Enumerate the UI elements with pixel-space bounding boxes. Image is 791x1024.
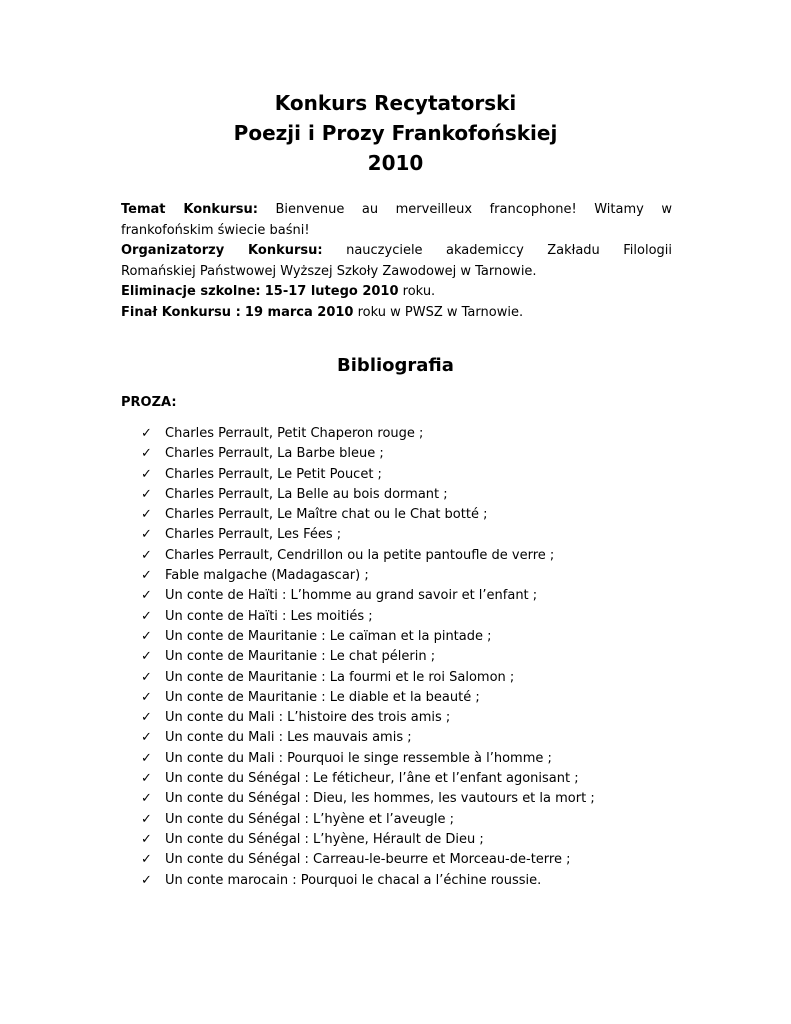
theme-line-1 (121, 200, 672, 221)
checkmark-icon: ✓ (141, 771, 152, 787)
list-item-text: Un conte du Sénégal : L’hyène et l’aveugle ; (165, 811, 454, 827)
organizers-line-2 (121, 262, 672, 283)
checkmark-icon: ✓ (141, 791, 152, 807)
title-line-3: 2010 (367, 151, 424, 175)
organizers-label: Organizatorzy Konkursu: (121, 243, 323, 258)
list-item-text: Un conte du Mali : Pourquoi le singe ressemble à l’homme ; (165, 750, 552, 766)
list-item (141, 647, 701, 667)
theme-line-2 (121, 221, 672, 242)
checkmark-icon: ✓ (141, 811, 152, 827)
final-label: Finał Konkursu : (121, 304, 241, 320)
list-item (141, 668, 701, 688)
list-item-text: Charles Perrault, Les Fées ; (165, 527, 342, 543)
list-item (141, 749, 701, 769)
list-item (141, 728, 701, 748)
checkmark-icon: ✓ (141, 710, 152, 726)
list-item-text: Un conte du Sénégal : L’hyène, Hérault de Dieu ; (165, 831, 484, 847)
prose-section-label: PROZA: (121, 395, 177, 410)
list-item (141, 546, 701, 566)
checkmark-icon: ✓ (141, 649, 152, 665)
list-item (141, 789, 701, 809)
list-item (141, 444, 701, 464)
list-item-text: Charles Perrault, Le Petit Poucet ; (165, 466, 382, 482)
list-item-text: Fable malgache (Madagascar) ; (165, 568, 369, 584)
list-item (141, 810, 701, 830)
checkmark-icon: ✓ (141, 507, 152, 523)
list-item (141, 525, 701, 545)
list-item-text: Un conte du Sénégal : Le féticheur, l’âne et l’enfant agonisant ; (165, 771, 579, 787)
list-item (141, 850, 701, 870)
list-item-text: Charles Perrault, Petit Chaperon rouge ; (165, 426, 424, 441)
list-item-text: Un conte de Haïti : Les moitiés ; (165, 608, 373, 624)
checkmark-icon: ✓ (141, 831, 152, 847)
theme-text-1: Bienvenue au merveilleux francophone! Witamy w (275, 202, 672, 217)
list-item-text: Charles Perrault, Le Maître chat ou le Chat botté ; (165, 507, 488, 523)
list-item (141, 769, 701, 789)
list-item (141, 830, 701, 850)
theme-label: Temat Konkursu: (121, 202, 258, 217)
title-line-2: Poezji i Prozy Frankofońskiej (233, 121, 558, 145)
list-item (141, 566, 701, 586)
checkmark-icon: ✓ (141, 588, 152, 604)
checkmark-icon: ✓ (141, 852, 152, 868)
list-item (141, 871, 701, 891)
list-item-text: Un conte marocain : Pourquoi le chacal a l’échine roussie. (165, 872, 542, 888)
organizers-text-1: nauczyciele akademiccy Zakładu Filologii (346, 243, 673, 258)
checkmark-icon: ✓ (141, 446, 152, 462)
list-item (141, 607, 701, 627)
bibliography-heading: Bibliografia (337, 355, 454, 376)
school-suffix: roku. (402, 284, 436, 299)
list-item (141, 708, 701, 728)
list-item-text: Un conte de Mauritanie : Le chat pélerin ; (165, 649, 436, 665)
checkmark-icon: ✓ (141, 689, 152, 705)
checkmark-icon: ✓ (141, 568, 152, 584)
checkmark-icon: ✓ (141, 872, 152, 888)
list-item-text: Un conte du Mali : L’histoire des trois amis ; (165, 710, 451, 726)
checkmark-icon: ✓ (141, 466, 152, 482)
list-item (141, 688, 701, 708)
list-item-text: Un conte de Mauritanie : Le diable et la beauté ; (165, 689, 480, 705)
title-line-1: Konkurs Recytatorski (274, 91, 517, 115)
list-item-text: Un conte du Mali : Les mauvais amis ; (165, 730, 412, 746)
list-item-text: Un conte du Sénégal : Dieu, les hommes, les vautours et la mort ; (165, 791, 595, 807)
list-item (141, 465, 701, 485)
list-item-text: Charles Perrault, Cendrillon ou la petite pantoufle de verre ; (165, 547, 555, 563)
list-item (141, 627, 701, 647)
checkmark-icon: ✓ (141, 750, 152, 766)
list-item-text: Un conte du Sénégal : Carreau-le-beurre et Morceau-de-terre ; (165, 852, 571, 868)
checkmark-icon: ✓ (141, 628, 152, 644)
list-item (141, 424, 701, 444)
school-dates: 15-17 lutego 2010 (264, 284, 399, 299)
list-item (141, 586, 701, 606)
organizers-text-2: Romańskiej Państwowej Wyższej Szkoły Zawodowej w Tarnowie. (121, 263, 537, 279)
checkmark-icon: ✓ (141, 527, 152, 543)
checkmark-icon: ✓ (141, 608, 152, 624)
final-suffix: roku w PWSZ w Tarnowie. (357, 304, 524, 320)
checkmark-icon: ✓ (141, 426, 152, 441)
theme-text-2: frankofońskim świecie baśni! (121, 222, 310, 238)
organizers-line-1 (121, 241, 672, 262)
list-item-text: Un conte de Mauritanie : La fourmi et le roi Salomon ; (165, 669, 515, 685)
list-item (141, 485, 701, 505)
school-label: Eliminacje szkolne: (121, 284, 261, 299)
checkmark-icon: ✓ (141, 547, 152, 563)
checkmark-icon: ✓ (141, 486, 152, 502)
list-item-text: Charles Perrault, La Barbe bleue ; (165, 446, 384, 462)
checkmark-icon: ✓ (141, 730, 152, 746)
final-date: 19 marca 2010 (244, 304, 354, 320)
list-item-text: Charles Perrault, La Belle au bois dormant ; (165, 486, 448, 502)
list-item-text: Un conte de Haïti : L’homme au grand savoir et l’enfant ; (165, 588, 538, 604)
final-round (121, 303, 672, 324)
prose-list (141, 424, 701, 891)
school-eliminations (121, 282, 672, 303)
list-item (141, 505, 701, 525)
contest-info (121, 200, 672, 323)
list-item-text: Un conte de Mauritanie : Le caïman et la pintade ; (165, 628, 492, 644)
document-title (0, 88, 791, 178)
checkmark-icon: ✓ (141, 669, 152, 685)
